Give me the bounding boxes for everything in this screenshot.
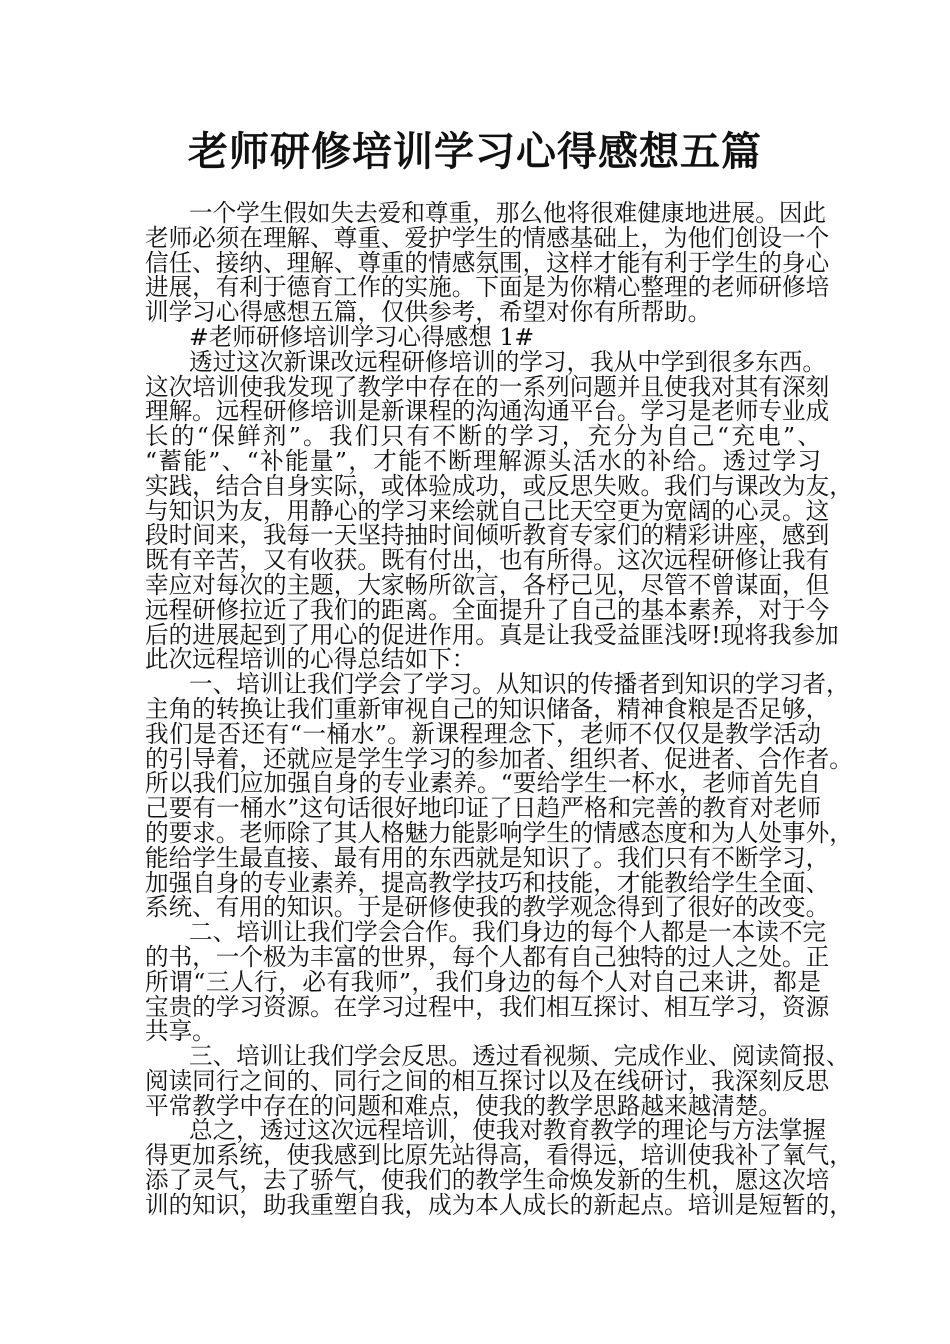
text-line: 透过这次新课改远程研修培训的学习，我从中学到很多东西。 xyxy=(189,347,827,376)
text-line: 的书，一个极为丰富的世界，每个人都有自己独特的过人之处。正 xyxy=(145,942,830,971)
text-line: 加强自身的专业素养，提高教学技巧和技能，才能教给学生全面、 xyxy=(145,868,830,897)
text-line: 远程研修拉近了我们的距离。全面提升了自己的基本素养，对于今 xyxy=(145,595,830,624)
text-line: 训的知识，助我重塑自我，成为本人成长的新起点。培训是短暂的， xyxy=(145,1190,853,1219)
text-line: 老师必须在理解、尊重、爱护学生的情感基础上，为他们创设一个 xyxy=(145,223,830,252)
text-line: 长的“保鲜剂”。我们只有不断的学习，充分为自己“充电”、 xyxy=(145,422,821,451)
text-line: 主角的转换让我们重新审视自己的知识储备，精神食粮是否足够， xyxy=(145,694,830,723)
text-line: 与知识为友，用静心的学习来绘就自己比天空更为宽阔的心灵。这 xyxy=(145,496,830,525)
text-line: 实践，结合自身实际，或体验成功，或反思失败。我们与课改为友， xyxy=(145,471,853,500)
text-line: 一、培训让我们学会了学习。从知识的传播者到知识的学习者， xyxy=(189,670,850,699)
text-line: 的要求。老师除了其人格魅力能影响学生的情感态度和为人处事外， xyxy=(145,818,853,847)
text-line: 一个学生假如失去爱和尊重，那么他将很难健康地进展。因此 xyxy=(189,199,827,227)
document-title: 老师研修培训学习心得感想五篇 xyxy=(188,128,762,175)
text-line: 添了灵气，去了骄气，使我们的教学生命焕发新的生机，愿这次培 xyxy=(145,1166,830,1195)
text-line: 既有辛苦，又有收获。既有付出，也有所得。这次远程研修让我有 xyxy=(145,546,830,575)
text-line: “蓄能”、“补能量”，才能不断理解源头活水的补给。透过学习 xyxy=(145,446,821,475)
text-line: 所以我们应加强自身的专业素养。“要给学生一杯水，老师首先自 xyxy=(145,769,821,798)
text-line: 幸应对每次的主题，大家畅所欲言，各杼己见，尽管不曾谋面，但 xyxy=(145,570,830,599)
text-line: 平常教学中存在的问题和难点，使我的教学思路越来越清楚。 xyxy=(145,1091,783,1120)
text-line: 此次远程培训的心得总结如下： xyxy=(145,645,476,674)
text-line: 我们是否还有“一桶水”。新课程理念下，老师不仅仅是教学活动 xyxy=(145,719,821,748)
text-line: 共享。 xyxy=(145,1017,216,1046)
text-line: 进展，有利于德育工作的实施。下面是为你精心整理的老师研修培 xyxy=(145,273,830,302)
document-body xyxy=(145,199,853,1219)
text-line: 后的进展起到了用心的促进作用。真是让我受益匪浅呀!现将我参加 xyxy=(145,620,839,649)
text-line: 己要有一桶水”这句话很好地印证了日趋严格和完善的教育对老师 xyxy=(145,794,821,823)
text-line: 所谓“三人行，必有我师”，我们身边的每个人对自己来讲，都是 xyxy=(145,967,821,996)
text-line: 训学习心得感想五篇，仅供参考，希望对你有所帮助。 xyxy=(145,298,712,327)
text-line: 二、培训让我们学会合作。我们身边的每个人都是一本读不完 xyxy=(189,918,827,947)
text-line: 宝贵的学习资源。在学习过程中，我们相互探讨、相互学习，资源 xyxy=(145,992,830,1021)
text-line: 能给学生最直接、最有用的东西就是知识了。我们只有不断学习， xyxy=(145,843,830,872)
text-line: 阅读同行之间的、同行之间的相互探讨以及在线研讨，我深刻反思 xyxy=(145,1066,830,1095)
text-line: 系统、有用的知识。于是研修使我的教学观念得到了很好的改变。 xyxy=(145,893,830,922)
text-line: 理解。远程研修培训是新课程的沟通沟通平台。学习是老师专业成 xyxy=(145,397,830,426)
text-line: 段时间来，我每一天坚持抽时间倾听教育专家们的精彩讲座，感到 xyxy=(145,521,830,550)
text-line: 三、培训让我们学会反思。透过看视频、完成作业、阅读简报、 xyxy=(189,1042,850,1071)
text-line: 这次培训使我发现了教学中存在的一系列问题并且使我对其有深刻 xyxy=(145,372,830,401)
text-line: #老师研修培训学习心得感想 1# xyxy=(189,322,535,351)
text-line: 得更加系统，使我感到比原先站得高，看得远，培训使我补了氧气， xyxy=(145,1141,853,1170)
text-line: 总之，透过这次远程培训，使我对教育教学的理论与方法掌握 xyxy=(189,1116,827,1145)
text-line: 信任、接纳、理解、尊重的情感氛围，这样才能有利于学生的身心 xyxy=(145,248,830,277)
text-line: 的引导着，还就应是学生学习的参加者、组织者、促进者、合作者。 xyxy=(145,744,853,773)
